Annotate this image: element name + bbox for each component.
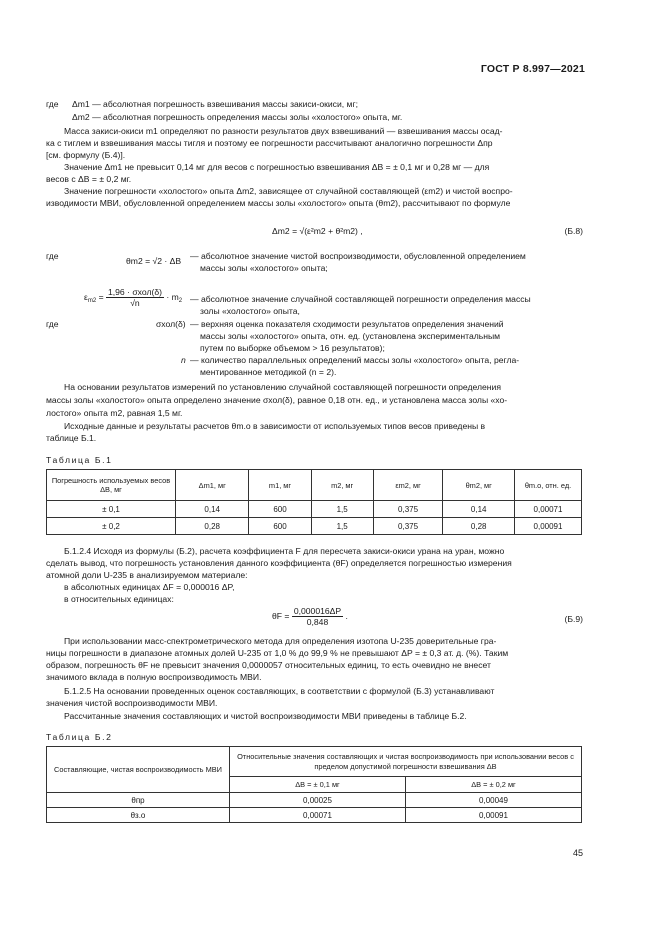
sigma-desc: путем по выборке объемом > 16 результатов);	[200, 343, 385, 353]
equation-number-b9: (Б.9)	[564, 614, 583, 624]
paragraph-line: При использовании масс-спектрометрического метода для определения изотопа U-235 доверительные гра-	[64, 636, 497, 646]
paragraph-line: Б.1.2.5 На основании проведенных оценок составляющих, в соответствии с формулой (Б.3) устанавливают	[64, 686, 495, 696]
paragraph-line: Масса закиси-окиси m1 определяют по разности результатов двух взвешиваний — взвешивания массы осад-	[64, 126, 503, 136]
cell: ± 0,1	[47, 501, 176, 518]
table-row	[47, 793, 582, 808]
paragraph-line: изводимости МВИ, обусловленной определением массы золы «холостого» опыта (θm2), рассчитывают по формуле	[46, 198, 511, 208]
table-b2-caption: Таблица Б.2	[46, 732, 113, 742]
eps-fraction	[106, 287, 164, 308]
equation-b8: Δm2 = √(ε²m2 + θ²m2) ,	[272, 226, 363, 236]
cell: θз.о	[47, 808, 230, 823]
paragraph-line: в относительных единицах:	[64, 594, 174, 604]
paragraph-line: весов с ΔВ = ± 0,2 мг.	[46, 174, 132, 184]
paragraph-line: Значение Δm1 не превысит 0,14 мг для весов с погрешностью взвешивания ΔВ = ± 0,1 мг и 0,28 мг — для	[64, 162, 490, 172]
sigma-desc: массы золы «холостого» опыта, отн. ед. (установлена экспериментальным	[200, 331, 501, 341]
cell: 1,5	[311, 501, 373, 518]
sigma-formula: σхол(δ)	[156, 319, 186, 329]
col-header: Δm1, мг	[176, 470, 249, 501]
where-label-2: где	[46, 251, 59, 261]
def-delta-m1: Δm1 — абсолютная погрешность взвешивания массы закиси-окиси, мг;	[72, 99, 358, 109]
paragraph-line: сделать вывод, что погрешность установления данного коэффициента (θF) определяется погрешностью измерения	[46, 558, 512, 568]
cell: 600	[249, 501, 311, 518]
n-desc: — количество параллельных определений массы золы «холостого» опыта, регла-	[190, 355, 520, 365]
cell: 0,00091	[515, 518, 582, 535]
sigma-desc: — верхняя оценка показателя сходимости результатов определения значений	[190, 319, 504, 329]
sub-header: ΔВ = ± 0,1 мг	[230, 777, 406, 793]
table-row	[47, 518, 582, 535]
n-symbol: n	[181, 355, 186, 365]
cell: 0,14	[176, 501, 249, 518]
paragraph-line: Исходные данные и результаты расчетов θm.o в зависимости от используемых типов весов приведены в	[64, 421, 486, 431]
table-header-row	[47, 747, 582, 777]
sub-header: ΔВ = ± 0,2 мг	[405, 777, 581, 793]
cell: 0,375	[373, 501, 443, 518]
theta-desc: массы золы «холостого» опыта;	[200, 263, 328, 273]
where-label-3: где	[46, 319, 59, 329]
theta-m2-formula: θm2 = √2 · ΔВ	[126, 256, 182, 266]
paragraph-line: ницы погрешности в диапазоне атомных долей U-235 от 1,0 % до 99,9 % не превышают ΔP = ± 0,3 ат. д. (%). Таким	[46, 648, 509, 658]
paragraph-line: значимого вклада в полную воспроизводимость МВИ.	[46, 672, 262, 682]
def-delta-m2: Δm2 — абсолютная погрешность определения массы золы «холостого» опыта, мг.	[72, 112, 403, 122]
cell: 0,00049	[405, 793, 581, 808]
paragraph-line: лостого» опыта m2, равная 1,5 мг.	[46, 408, 183, 418]
eq-b9-fraction	[292, 606, 343, 627]
col-header: Составляющие, чистая воспроизводимость МВИ	[47, 747, 230, 793]
paragraph-line: Значение погрешности «холостого» опыта Δm2, зависящее от случайной составляющей (εm2) и чистой воспро-	[64, 186, 513, 196]
paragraph-line: атомной доли U-235 в анализируемом материале:	[46, 570, 248, 580]
cell: 0,00071	[230, 808, 406, 823]
cell: 0,00025	[230, 793, 406, 808]
cell: 0,28	[176, 518, 249, 535]
theta-desc: — абсолютное значение чистой воспроизводимости, обусловленной определением	[190, 251, 526, 261]
eq-b9-tail: .	[345, 610, 348, 621]
cell: 600	[249, 518, 311, 535]
cell: 0,28	[443, 518, 515, 535]
table-b1	[46, 469, 582, 535]
table-header-row	[47, 470, 582, 501]
col-header: Погрешность используемых весов ΔВ, мг	[47, 470, 176, 501]
eps-m2-formula: $\varepsilon_{m2}$ = $\frac{\text{1,96 · σхол(δ)}}{√n}$ · $m_2$	[84, 287, 183, 308]
table-b2	[46, 746, 582, 823]
paragraph-line: [см. формулу (Б.4)].	[46, 150, 126, 160]
col-header: θm2, мг	[443, 470, 515, 501]
standard-id: ГОСТ Р 8.997—2021	[480, 63, 585, 75]
equation-number-b8: (Б.8)	[564, 226, 583, 236]
eq-b9-lhs: θF =	[272, 610, 290, 621]
n-desc: ментированное методикой (n = 2).	[200, 367, 337, 377]
cell: 0,375	[373, 518, 443, 535]
group-header: Относительные значения составляющих и чистая воспроизводимость при использовании весов с пределом допустимой погрешности взвешивания ΔВ	[230, 747, 582, 777]
eps-desc: золы «холостого» опыта,	[200, 306, 300, 316]
col-header: m1, мг	[249, 470, 311, 501]
paragraph-line: массы золы «холостого» опыта определено значение σхол(δ), равное 0,18 отн. ед., и установлена масса золы «хо-	[46, 395, 508, 405]
cell: 1,5	[311, 518, 373, 535]
cell: 0,14	[443, 501, 515, 518]
page-number: 45	[572, 848, 583, 858]
col-header: εm2, мг	[373, 470, 443, 501]
table-row	[47, 501, 582, 518]
col-header: θm.o, отн. ед.	[515, 470, 582, 501]
cell: θпр	[47, 793, 230, 808]
paragraph-line: образом, погрешность θF не превысит значения 0,0000057 относительных единиц, то есть очевидно не внесет	[46, 660, 491, 670]
eq-b9-denominator: 0,848	[306, 617, 329, 627]
cell: ± 0,2	[47, 518, 176, 535]
eq-b9-numerator: 0,000016ΔP	[293, 606, 342, 616]
eps-desc: — абсолютное значение случайной составляющей погрешности определения массы	[190, 294, 531, 304]
paragraph-line: в абсолютных единицах ΔF = 0,000016 ΔP,	[64, 582, 235, 592]
cell: 0,00091	[405, 808, 581, 823]
table-b1-caption: Таблица Б.1	[46, 455, 113, 465]
cell: 0,00071	[515, 501, 582, 518]
table-row	[47, 808, 582, 823]
paragraph-line: ка с тиглем и взвешивания массы тигля и поэтому ее погрешности рассчитывают аналогично погрешности Δпр	[46, 138, 493, 148]
where-label-1: где	[46, 99, 59, 109]
paragraph-line: Б.1.2.4 Исходя из формулы (Б.2), расчета коэффициента F для пересчета закиси-окиси урана на уран, можно	[64, 546, 505, 556]
col-header: m2, мг	[311, 470, 373, 501]
paragraph-line: таблице Б.1.	[46, 433, 97, 443]
equation-b9	[272, 606, 348, 627]
paragraph-line: На основании результатов измерений по установлению случайной составляющей погрешности определения	[64, 382, 501, 392]
paragraph-line: Рассчитанные значения составляющих и чистой воспроизводимости МВИ приведены в таблице Б.2.	[64, 711, 467, 721]
eps-denominator: √n	[130, 298, 140, 308]
eps-numerator: 1,96 · σхол(δ)	[107, 287, 162, 297]
paragraph-line: значения чистой воспроизводимости МВИ.	[46, 698, 218, 708]
